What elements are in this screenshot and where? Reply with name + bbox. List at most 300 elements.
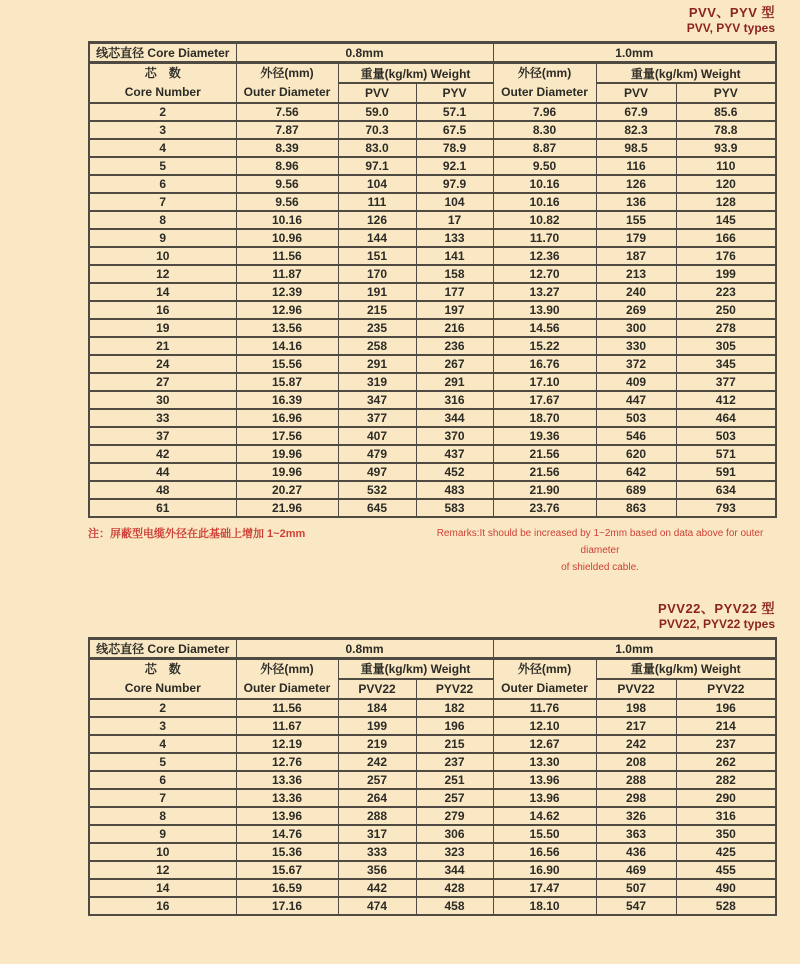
header-outer-cn: 外径(mm) — [517, 662, 572, 677]
core-number-cell: 48 — [89, 481, 236, 499]
value-cell: 126 — [596, 175, 676, 193]
value-cell: 291 — [416, 373, 493, 391]
value-cell: 11.87 — [236, 265, 338, 283]
value-cell: 12.10 — [493, 717, 596, 735]
value-cell: 9.56 — [236, 175, 338, 193]
value-cell: 16.39 — [236, 391, 338, 409]
header-core-number-en: Core Number — [124, 85, 201, 99]
value-cell: 8.30 — [493, 121, 596, 139]
core-number-cell: 9 — [89, 229, 236, 247]
core-number-cell: 14 — [89, 879, 236, 897]
header-weight-left: 重量(kg/km) Weight — [338, 63, 493, 83]
value-cell: 316 — [676, 807, 776, 825]
core-number-cell: 3 — [89, 717, 236, 735]
value-cell: 12.96 — [236, 301, 338, 319]
value-cell: 215 — [416, 735, 493, 753]
value-cell: 10.96 — [236, 229, 338, 247]
header-pyv-right: PYV — [676, 83, 776, 103]
value-cell: 14.16 — [236, 337, 338, 355]
value-cell: 363 — [596, 825, 676, 843]
header-outer-diameter-right — [493, 659, 596, 699]
table-row — [89, 735, 776, 753]
value-cell: 21.96 — [236, 499, 338, 517]
value-cell: 104 — [338, 175, 416, 193]
value-cell: 483 — [416, 481, 493, 499]
pvv22-pyv22-title-cn: PVV22、PYV22 型 — [657, 600, 775, 616]
core-number-cell: 16 — [89, 301, 236, 319]
pvv-pyv-title-block — [0, 0, 800, 36]
value-cell: 197 — [416, 301, 493, 319]
core-number-cell: 42 — [89, 445, 236, 463]
header-size-1-0mm: 1.0mm — [493, 639, 776, 659]
core-number-cell: 19 — [89, 319, 236, 337]
core-number-cell: 61 — [89, 499, 236, 517]
value-cell: 793 — [676, 499, 776, 517]
value-cell: 863 — [596, 499, 676, 517]
header-outer-diameter-right — [493, 63, 596, 103]
remark-english — [425, 525, 775, 576]
core-number-cell: 10 — [89, 843, 236, 861]
value-cell: 128 — [676, 193, 776, 211]
header-pvv22-right: PVV22 — [596, 679, 676, 699]
table-row — [89, 699, 776, 717]
value-cell: 155 — [596, 211, 676, 229]
value-cell: 258 — [338, 337, 416, 355]
value-cell: 235 — [338, 319, 416, 337]
value-cell: 21.56 — [493, 463, 596, 481]
value-cell: 282 — [676, 771, 776, 789]
pvv-pyv-title-cn: PVV、PYV 型 — [688, 5, 775, 20]
value-cell: 267 — [416, 355, 493, 373]
core-number-cell: 16 — [89, 897, 236, 915]
value-cell: 19.96 — [236, 445, 338, 463]
header-pvv22-left: PVV22 — [338, 679, 416, 699]
value-cell: 93.9 — [676, 139, 776, 157]
value-cell: 412 — [676, 391, 776, 409]
value-cell: 133 — [416, 229, 493, 247]
table-row — [89, 283, 776, 301]
value-cell: 528 — [676, 897, 776, 915]
table-row — [89, 409, 776, 427]
value-cell: 437 — [416, 445, 493, 463]
value-cell: 436 — [596, 843, 676, 861]
value-cell: 199 — [676, 265, 776, 283]
value-cell: 20.27 — [236, 481, 338, 499]
value-cell: 14.56 — [493, 319, 596, 337]
value-cell: 442 — [338, 879, 416, 897]
header-outer-diameter-left — [236, 63, 338, 103]
value-cell: 546 — [596, 427, 676, 445]
value-cell: 136 — [596, 193, 676, 211]
header-row-sizes — [89, 639, 776, 659]
value-cell: 16.56 — [493, 843, 596, 861]
value-cell: 219 — [338, 735, 416, 753]
header-core-number — [89, 63, 236, 103]
table-row — [89, 175, 776, 193]
header-core-diameter: 线芯直径 Core Diameter — [89, 639, 236, 659]
table-row — [89, 265, 776, 283]
value-cell: 15.50 — [493, 825, 596, 843]
value-cell: 13.36 — [236, 789, 338, 807]
value-cell: 490 — [676, 879, 776, 897]
value-cell: 240 — [596, 283, 676, 301]
value-cell: 14.62 — [493, 807, 596, 825]
core-number-cell: 27 — [89, 373, 236, 391]
value-cell: 8.96 — [236, 157, 338, 175]
value-cell: 642 — [596, 463, 676, 481]
value-cell: 242 — [338, 753, 416, 771]
value-cell: 213 — [596, 265, 676, 283]
remark-english-line2: of shielded cable. — [561, 561, 639, 573]
header-outer-en: Outer Diameter — [501, 85, 588, 99]
value-cell: 278 — [676, 319, 776, 337]
value-cell: 17.56 — [236, 427, 338, 445]
value-cell: 196 — [676, 699, 776, 717]
value-cell: 9.56 — [236, 193, 338, 211]
value-cell: 455 — [676, 861, 776, 879]
pvv22-pyv22-title-en: PVV22, PYV22 types — [658, 617, 775, 631]
header-pyv22-left: PYV22 — [416, 679, 493, 699]
header-core-number — [89, 659, 236, 699]
value-cell: 217 — [596, 717, 676, 735]
core-number-cell: 2 — [89, 103, 236, 121]
value-cell: 11.56 — [236, 247, 338, 265]
header-outer-cn: 外径(mm) — [260, 66, 314, 81]
value-cell: 409 — [596, 373, 676, 391]
table-row — [89, 103, 776, 121]
remark-english-line1: Remarks:It should be increased by 1~2mm based on data above for outer diameter — [436, 527, 764, 556]
value-cell: 13.90 — [493, 301, 596, 319]
value-cell: 19.36 — [493, 427, 596, 445]
value-cell: 497 — [338, 463, 416, 481]
value-cell: 474 — [338, 897, 416, 915]
pvv-pyv-title-en: PVV, PYV types — [686, 21, 775, 36]
value-cell: 166 — [676, 229, 776, 247]
table-row — [89, 753, 776, 771]
value-cell: 104 — [416, 193, 493, 211]
value-cell: 305 — [676, 337, 776, 355]
header-core-number-cn: 芯 数 — [144, 662, 181, 677]
core-number-cell: 9 — [89, 825, 236, 843]
value-cell: 447 — [596, 391, 676, 409]
table-row — [89, 355, 776, 373]
value-cell: 15.67 — [236, 861, 338, 879]
value-cell: 17 — [416, 211, 493, 229]
header-outer-en: Outer Diameter — [501, 680, 588, 695]
value-cell: 179 — [596, 229, 676, 247]
table-row — [89, 879, 776, 897]
value-cell: 16.90 — [493, 861, 596, 879]
table-row — [89, 211, 776, 229]
value-cell: 407 — [338, 427, 416, 445]
shielded-cable-remark — [88, 525, 775, 576]
table-row — [89, 445, 776, 463]
value-cell: 13.30 — [493, 753, 596, 771]
header-pvv-right: PVV — [596, 83, 676, 103]
value-cell: 13.36 — [236, 771, 338, 789]
value-cell: 377 — [676, 373, 776, 391]
value-cell: 350 — [676, 825, 776, 843]
core-number-cell: 3 — [89, 121, 236, 139]
value-cell: 17.67 — [493, 391, 596, 409]
value-cell: 199 — [338, 717, 416, 735]
value-cell: 288 — [596, 771, 676, 789]
core-number-cell: 4 — [89, 139, 236, 157]
value-cell: 319 — [338, 373, 416, 391]
value-cell: 469 — [596, 861, 676, 879]
core-number-cell: 5 — [89, 157, 236, 175]
value-cell: 269 — [596, 301, 676, 319]
value-cell: 16.96 — [236, 409, 338, 427]
value-cell: 452 — [416, 463, 493, 481]
table-row — [89, 193, 776, 211]
value-cell: 19.96 — [236, 463, 338, 481]
value-cell: 141 — [416, 247, 493, 265]
value-cell: 372 — [596, 355, 676, 373]
value-cell: 13.27 — [493, 283, 596, 301]
value-cell: 110 — [676, 157, 776, 175]
table-row — [89, 391, 776, 409]
value-cell: 21.90 — [493, 481, 596, 499]
table-row — [89, 121, 776, 139]
table-row — [89, 717, 776, 735]
value-cell: 14.76 — [236, 825, 338, 843]
value-cell: 237 — [676, 735, 776, 753]
value-cell: 82.3 — [596, 121, 676, 139]
value-cell: 507 — [596, 879, 676, 897]
value-cell: 116 — [596, 157, 676, 175]
value-cell: 208 — [596, 753, 676, 771]
value-cell: 98.5 — [596, 139, 676, 157]
table-row — [89, 139, 776, 157]
value-cell: 11.70 — [493, 229, 596, 247]
value-cell: 184 — [338, 699, 416, 717]
core-number-cell: 8 — [89, 211, 236, 229]
value-cell: 316 — [416, 391, 493, 409]
value-cell: 17.47 — [493, 879, 596, 897]
value-cell: 689 — [596, 481, 676, 499]
value-cell: 182 — [416, 699, 493, 717]
value-cell: 126 — [338, 211, 416, 229]
core-number-cell: 4 — [89, 735, 236, 753]
value-cell: 70.3 — [338, 121, 416, 139]
core-number-cell: 10 — [89, 247, 236, 265]
header-pvv-left: PVV — [338, 83, 416, 103]
value-cell: 11.56 — [236, 699, 338, 717]
table-row — [89, 157, 776, 175]
value-cell: 13.96 — [236, 807, 338, 825]
value-cell: 7.87 — [236, 121, 338, 139]
table-row — [89, 427, 776, 445]
value-cell: 290 — [676, 789, 776, 807]
value-cell: 16.59 — [236, 879, 338, 897]
core-number-cell: 6 — [89, 175, 236, 193]
value-cell: 12.76 — [236, 753, 338, 771]
table-row — [89, 481, 776, 499]
value-cell: 288 — [338, 807, 416, 825]
value-cell: 187 — [596, 247, 676, 265]
header-weight-left: 重量(kg/km) Weight — [338, 659, 493, 679]
value-cell: 317 — [338, 825, 416, 843]
header-outer-diameter-left — [236, 659, 338, 699]
value-cell: 532 — [338, 481, 416, 499]
value-cell: 111 — [338, 193, 416, 211]
value-cell: 428 — [416, 879, 493, 897]
value-cell: 97.1 — [338, 157, 416, 175]
value-cell: 176 — [676, 247, 776, 265]
value-cell: 591 — [676, 463, 776, 481]
value-cell: 10.16 — [493, 193, 596, 211]
value-cell: 13.56 — [236, 319, 338, 337]
value-cell: 344 — [416, 861, 493, 879]
value-cell: 215 — [338, 301, 416, 319]
value-cell: 300 — [596, 319, 676, 337]
table-row — [89, 373, 776, 391]
value-cell: 645 — [338, 499, 416, 517]
value-cell: 323 — [416, 843, 493, 861]
value-cell: 347 — [338, 391, 416, 409]
table-row — [89, 771, 776, 789]
value-cell: 634 — [676, 481, 776, 499]
value-cell: 13.96 — [493, 771, 596, 789]
core-number-cell: 44 — [89, 463, 236, 481]
value-cell: 17.16 — [236, 897, 338, 915]
value-cell: 326 — [596, 807, 676, 825]
core-number-cell: 12 — [89, 265, 236, 283]
value-cell: 191 — [338, 283, 416, 301]
table-row — [89, 337, 776, 355]
value-cell: 356 — [338, 861, 416, 879]
value-cell: 23.76 — [493, 499, 596, 517]
value-cell: 67.5 — [416, 121, 493, 139]
value-cell: 18.10 — [493, 897, 596, 915]
header-core-diameter: 线芯直径 Core Diameter — [89, 43, 236, 63]
table-row — [89, 301, 776, 319]
value-cell: 85.6 — [676, 103, 776, 121]
header-outer-en: Outer Diameter — [243, 85, 331, 99]
value-cell: 13.96 — [493, 789, 596, 807]
core-number-cell: 33 — [89, 409, 236, 427]
value-cell: 216 — [416, 319, 493, 337]
value-cell: 120 — [676, 175, 776, 193]
core-number-cell: 6 — [89, 771, 236, 789]
value-cell: 170 — [338, 265, 416, 283]
value-cell: 250 — [676, 301, 776, 319]
value-cell: 264 — [338, 789, 416, 807]
value-cell: 11.76 — [493, 699, 596, 717]
pvv22-pyv22-title-block — [0, 596, 800, 632]
value-cell: 458 — [416, 897, 493, 915]
value-cell: 503 — [676, 427, 776, 445]
header-row-groups — [89, 659, 776, 679]
core-number-cell: 30 — [89, 391, 236, 409]
value-cell: 7.56 — [236, 103, 338, 121]
value-cell: 12.67 — [493, 735, 596, 753]
header-weight-right: 重量(kg/km) Weight — [596, 659, 776, 679]
core-number-cell: 12 — [89, 861, 236, 879]
header-outer-cn: 外径(mm) — [517, 66, 572, 81]
value-cell: 145 — [676, 211, 776, 229]
value-cell: 196 — [416, 717, 493, 735]
value-cell: 97.9 — [416, 175, 493, 193]
value-cell: 279 — [416, 807, 493, 825]
table-row — [89, 463, 776, 481]
remark-chinese: 注：屏蔽型电缆外径在此基础上增加 1~2mm — [88, 527, 306, 540]
value-cell: 10.82 — [493, 211, 596, 229]
value-cell: 257 — [416, 789, 493, 807]
table-row — [89, 897, 776, 915]
value-cell: 620 — [596, 445, 676, 463]
value-cell: 7.96 — [493, 103, 596, 121]
table-row — [89, 229, 776, 247]
pvv22-pyv22-table — [88, 637, 777, 916]
value-cell: 291 — [338, 355, 416, 373]
value-cell: 257 — [338, 771, 416, 789]
value-cell: 8.39 — [236, 139, 338, 157]
value-cell: 18.70 — [493, 409, 596, 427]
value-cell: 330 — [596, 337, 676, 355]
header-outer-en: Outer Diameter — [243, 680, 331, 695]
value-cell: 547 — [596, 897, 676, 915]
value-cell: 306 — [416, 825, 493, 843]
core-number-cell: 5 — [89, 753, 236, 771]
value-cell: 15.22 — [493, 337, 596, 355]
core-number-cell: 8 — [89, 807, 236, 825]
value-cell: 78.8 — [676, 121, 776, 139]
value-cell: 59.0 — [338, 103, 416, 121]
value-cell: 223 — [676, 283, 776, 301]
header-core-number-cn: 芯 数 — [144, 66, 181, 81]
value-cell: 377 — [338, 409, 416, 427]
value-cell: 370 — [416, 427, 493, 445]
value-cell: 15.56 — [236, 355, 338, 373]
header-size-0-8mm: 0.8mm — [236, 43, 493, 63]
value-cell: 144 — [338, 229, 416, 247]
value-cell: 237 — [416, 753, 493, 771]
value-cell: 345 — [676, 355, 776, 373]
header-pyv22-right: PYV22 — [676, 679, 776, 699]
value-cell: 236 — [416, 337, 493, 355]
core-number-cell: 14 — [89, 283, 236, 301]
core-number-cell: 7 — [89, 789, 236, 807]
value-cell: 464 — [676, 409, 776, 427]
value-cell: 11.67 — [236, 717, 338, 735]
table-row — [89, 843, 776, 861]
value-cell: 214 — [676, 717, 776, 735]
value-cell: 16.76 — [493, 355, 596, 373]
value-cell: 198 — [596, 699, 676, 717]
value-cell: 92.1 — [416, 157, 493, 175]
value-cell: 83.0 — [338, 139, 416, 157]
value-cell: 251 — [416, 771, 493, 789]
core-number-cell: 37 — [89, 427, 236, 445]
value-cell: 10.16 — [236, 211, 338, 229]
value-cell: 15.87 — [236, 373, 338, 391]
value-cell: 21.56 — [493, 445, 596, 463]
table-row — [89, 789, 776, 807]
value-cell: 12.19 — [236, 735, 338, 753]
core-number-cell: 2 — [89, 699, 236, 717]
header-row-sizes — [89, 43, 776, 63]
value-cell: 503 — [596, 409, 676, 427]
value-cell: 344 — [416, 409, 493, 427]
value-cell: 78.9 — [416, 139, 493, 157]
core-number-cell: 24 — [89, 355, 236, 373]
header-core-number-en: Core Number — [124, 680, 201, 695]
table-row — [89, 499, 776, 517]
value-cell: 571 — [676, 445, 776, 463]
value-cell: 12.70 — [493, 265, 596, 283]
